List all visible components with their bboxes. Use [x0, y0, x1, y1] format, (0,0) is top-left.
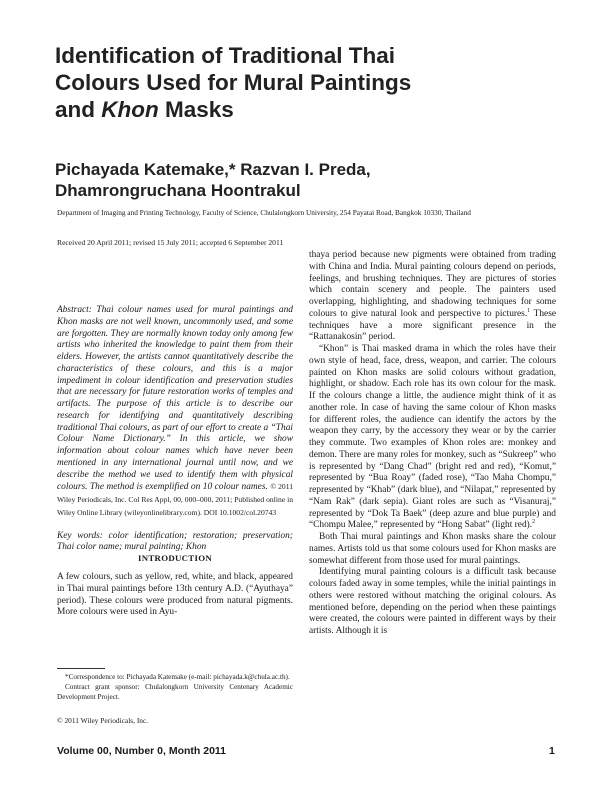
right-column [309, 250, 556, 638]
abstract-citation: © 2011 Wiley Periodicals, Inc. Col Res Appl, 00, 000–000, 2011; Published online in Wiley Online Library (wileyonlinelibrary.com). DOI 10.1002/col.20743 [57, 482, 294, 517]
footnote-ref: 1 [527, 307, 531, 314]
authors-line: Dhamrongruchana Hoontrakul [55, 180, 301, 200]
journal-issue: Volume 00, Number 0, Month 2011 [57, 745, 227, 757]
title-italic: Khon [101, 97, 159, 122]
body-text: thaya period because new pigments were obtained from trading with China and India. Mural painting colours depend on periods, feelings, and brushing techniques. They are pictures of stories which contain scenery and people. The painters used overlapping, highlighting, and shadowing techniques for some colours to give natural look and perspective to pictures. [309, 250, 556, 319]
title-line [55, 96, 555, 123]
article-title [55, 42, 555, 123]
body-paragraph [309, 344, 556, 532]
body-paragraph: Both Thai mural paintings and Khon masks share the colour names. Artists told us that some colours used for Khon masks are somewhat different from those used for mural paintings. [309, 532, 556, 566]
footnotes [57, 672, 293, 702]
footnote-grant: Contract grant sponsor: Chulalongkorn University Centenary Academic Development Project. [57, 683, 293, 701]
footnote-correspondence: *Correspondence to: Pichayada Katemake (e-mail: pichayada.k@chula.ac.th). [65, 673, 290, 681]
body-text: These techniques have a more significant presence in the “Rattanakosin” period. [309, 308, 556, 343]
footnote-ref: 2 [532, 519, 536, 526]
abstract-text: Abstract: Thai colour names used for mural paintings and Khon masks are not well known, uncommonly used, and some are forgotten. They are normally known today only among few artists who inherited the knowledge to paint them from their elders. However, the artists cannot quantitatively describe the characteristics of these colours, and this is a major impediment in colour identification and preservation studies that are necessary for future restoration works of temples and artifacts. The purpose of this article is to describe our research for identifying and quantitatively describing traditional Thai colours, as part of our effort to create a “Thai Colour Name Dictionary.” In this article, we show information about colour names which have never been mentioned in any international journal until now, and we describe the method we used to identify them with physical colours. The method is exemplified on 10 colour names. [57, 305, 293, 493]
section-heading-introduction: INTRODUCTION [138, 553, 212, 563]
page-number: 1 [549, 745, 555, 757]
title-line: Identification of Traditional Thai [55, 43, 396, 68]
intro-paragraph: A few colours, such as yellow, red, white, and black, appeared in Thai mural paintings before 13th century A.D. (“Ayuthaya” period). These colours were produced from natural pigments. More colours were used in Ayu- [57, 572, 293, 618]
affiliation: Department of Imaging and Printing Technology, Faculty of Science, Chulalongkorn University, 254 Payatai Road, Bangkok 10330, Thailand [57, 208, 471, 217]
authors-line: Pichayada Katemake,* Razvan I. Preda, [55, 160, 371, 179]
authors [55, 160, 555, 201]
title-text: and [55, 97, 102, 122]
title-text: Masks [158, 97, 234, 122]
copyright: © 2011 Wiley Periodicals, Inc. [57, 716, 149, 725]
body-paragraph: Identifying mural painting colours is a difficult task because colours faded away in some temples, while the initial paintings in others were restored without matching the original colours. As mentioned before, depending on the period when these paintings were created, the colours were painted in different ways by their artists. Although it is [309, 567, 556, 636]
footnote-divider [57, 668, 105, 669]
body-paragraph [309, 250, 556, 344]
received-dates: Received 20 April 2011; revised 15 July 2011; accepted 6 September 2011 [57, 238, 284, 247]
abstract [57, 305, 293, 554]
body-text: “Khon” is Thai masked drama in which the roles have their own style of head, face, dress, weapon, and carrier. The colours painted on Khon masks are solid colours without gradation, highlight, or shadow. Each role has its own colour for the mask. If the colours change a little, the audience might think of it as another role. In case of having the same colour of Khon masks for different roles, the audience can identify the actors by the weapon they carry, by the accessory they wear or by the carrier they commute. Two examples of Khon roles are: monkey and demon. There are many roles for monkey, such as “Sukreep” who is represented by “Dang Chad” (bright red and red), “Komut,” represented by “Bua Roay” (faded rose), “Tao Maha Chompu,” represented by “Khab” (dark blue), and “Nilapat,” represented by “Nam Rak” (dark sepia). Giant roles are such as “Visanuraj,” represented by “Dok Ta Baek” (deep azure and blue purple) and “Chompu Malee,” represented by “Hong Sabat” (light red). [309, 344, 556, 531]
title-line: Colours Used for Mural Paintings [55, 70, 412, 95]
keywords: Key words: color identification; restoration; preservation; Thai color name; mural painting; Khon [57, 530, 293, 553]
